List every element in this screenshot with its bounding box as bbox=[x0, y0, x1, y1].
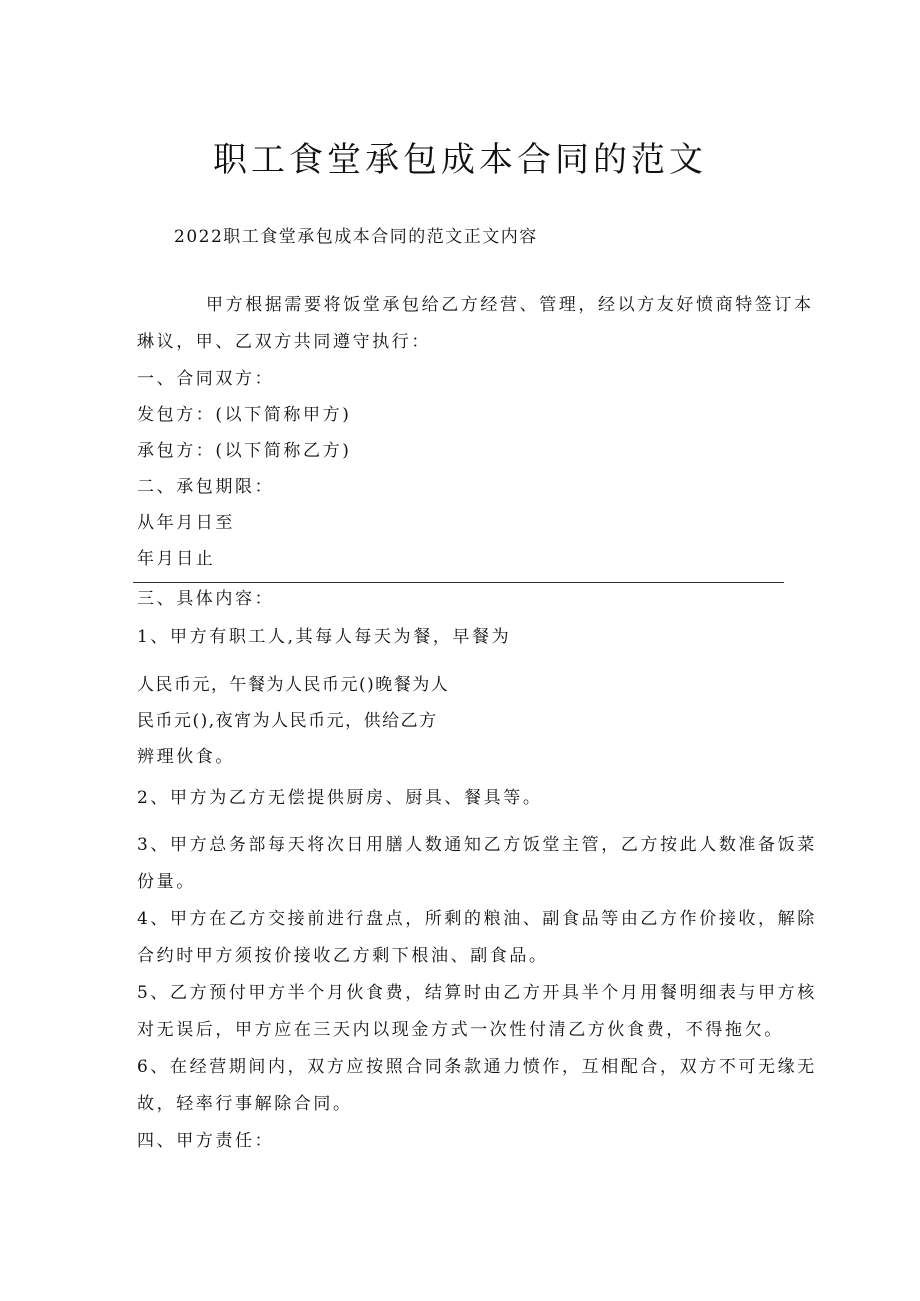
paragraph-line: 2、甲方为乙方无偿提供厨房、厨具、餐具等。 bbox=[137, 788, 543, 808]
paragraph-line: 辨理伙食。 bbox=[137, 747, 235, 767]
document-subtitle: 2022职工食堂承包成本合同的范文正文内容 bbox=[174, 227, 538, 247]
paragraph-line: 甲方根据需要将饭堂承包给乙方经营、管理，经以方友好愤商特签订本 bbox=[206, 295, 814, 315]
section-heading: 一、合同双方： bbox=[137, 369, 275, 389]
paragraph-line: 琳议，甲、乙双方共同遵守执行： bbox=[137, 332, 431, 352]
paragraph-line: 故，轻率行事解除合同。 bbox=[137, 1094, 353, 1114]
paragraph-line: 6、在经营期间内，双方应按照合同条款通力愤作，互相配合，双方不可无缘无 bbox=[137, 1057, 817, 1077]
paragraph-line: 5、乙方预付甲方半个月伙食费，结算时由乙方开具半个月用餐明细表与甲方核 bbox=[137, 983, 817, 1003]
paragraph-line: 4、甲方在乙方交接前进行盘点，所剩的粮油、副食品等由乙方作价接收，解除 bbox=[137, 909, 817, 929]
paragraph-line: 年月日止 bbox=[137, 549, 216, 569]
paragraph-line: 承包方：(以下简称乙方) bbox=[137, 441, 352, 461]
paragraph-line: 3、甲方总务部每天将次日用膳人数通知乙方饭堂主管，乙方按此人数准备饭菜 bbox=[137, 835, 817, 855]
paragraph-line: 发包方：(以下简称甲方) bbox=[137, 405, 352, 425]
section-heading: 四、甲方责任： bbox=[137, 1131, 275, 1151]
paragraph-line: 合约时甲方须按价接收乙方剩下根油、副食品。 bbox=[137, 946, 549, 966]
section-heading: 三、具体内容： bbox=[137, 589, 275, 609]
paragraph-line: 份量。 bbox=[137, 872, 196, 892]
document-title: 职工食堂承包成本合同的范文 bbox=[213, 140, 707, 180]
paragraph-line: 从年月日至 bbox=[137, 513, 235, 533]
paragraph-line: 对无误后，甲方应在三天内以现金方式一次性付清乙方伙食费，不得拖欠。 bbox=[137, 1020, 784, 1040]
horizontal-rule bbox=[133, 582, 784, 583]
section-heading: 二、承包期限： bbox=[137, 477, 275, 497]
paragraph-line: 1、甲方有职工人,其每人每天为餐，早餐为 bbox=[137, 627, 512, 647]
paragraph-line: 民币元(),夜宵为人民币元，供给乙方 bbox=[137, 711, 438, 731]
paragraph-line: 人民币元，午餐为人民币元()晚餐为人 bbox=[137, 675, 450, 695]
